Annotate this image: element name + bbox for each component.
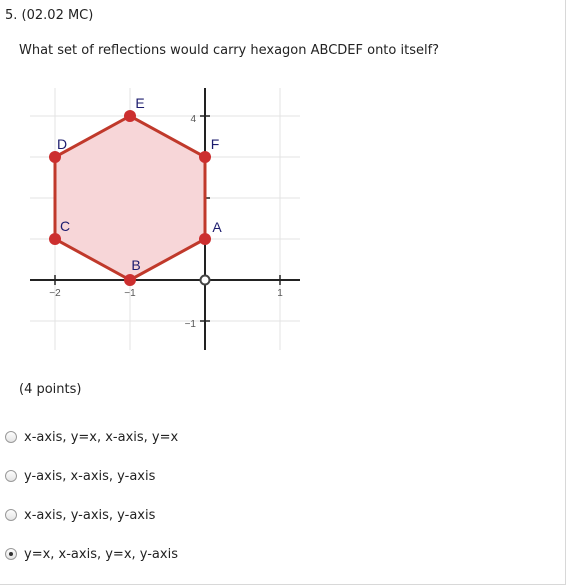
y-tick-label-4: 4 [190, 114, 196, 125]
radio-button-4[interactable] [5, 548, 17, 560]
vertex-label-a: A [212, 219, 222, 235]
question-number: 5. [5, 8, 18, 23]
answer-option-label-4: y=x, x-axis, y=x, y-axis [24, 546, 178, 562]
x-tick-label-neg1: −1 [124, 288, 136, 299]
question-header [5, 8, 93, 23]
answer-option-1[interactable] [5, 427, 178, 447]
vertex-label-d: D [56, 136, 68, 152]
vertex-point-c [49, 233, 61, 245]
vertex-label-e: E [135, 95, 145, 111]
vertex-label-b: B [131, 257, 141, 273]
hexagon-graph [18, 80, 312, 360]
radio-button-2[interactable] [5, 470, 17, 482]
answer-option-2[interactable] [5, 466, 155, 486]
vertex-point-e [124, 110, 136, 122]
x-tick-label-neg2: −2 [49, 288, 61, 299]
coordinate-plane [18, 80, 312, 360]
radio-button-1[interactable] [5, 431, 17, 443]
vertex-label-f: F [210, 136, 220, 152]
answer-option-label-1: x-axis, y=x, x-axis, y=x [24, 429, 179, 445]
x-tick-label-1: 1 [277, 288, 283, 299]
question-code: (02.02 MC) [21, 8, 94, 23]
question-prompt: What set of reflections would carry hexagon ABCDEF onto itself? [19, 43, 440, 58]
answer-option-label-2: y-axis, x-axis, y-axis [24, 468, 156, 484]
vertex-point-d [49, 151, 61, 163]
answer-option-label-3: x-axis, y-axis, y-axis [24, 507, 156, 523]
question-points: (4 points) [19, 382, 82, 397]
vertex-point-a [199, 233, 211, 245]
y-tick-label-neg1: −1 [184, 319, 196, 330]
vertex-point-b [124, 274, 136, 286]
radio-button-3[interactable] [5, 509, 17, 521]
vertex-point-f [199, 151, 211, 163]
hexagon-abcdef [55, 116, 205, 280]
vertex-label-c: C [59, 218, 71, 234]
origin-marker [201, 276, 210, 285]
answer-option-4[interactable] [5, 544, 178, 564]
answer-option-3[interactable] [5, 505, 155, 525]
